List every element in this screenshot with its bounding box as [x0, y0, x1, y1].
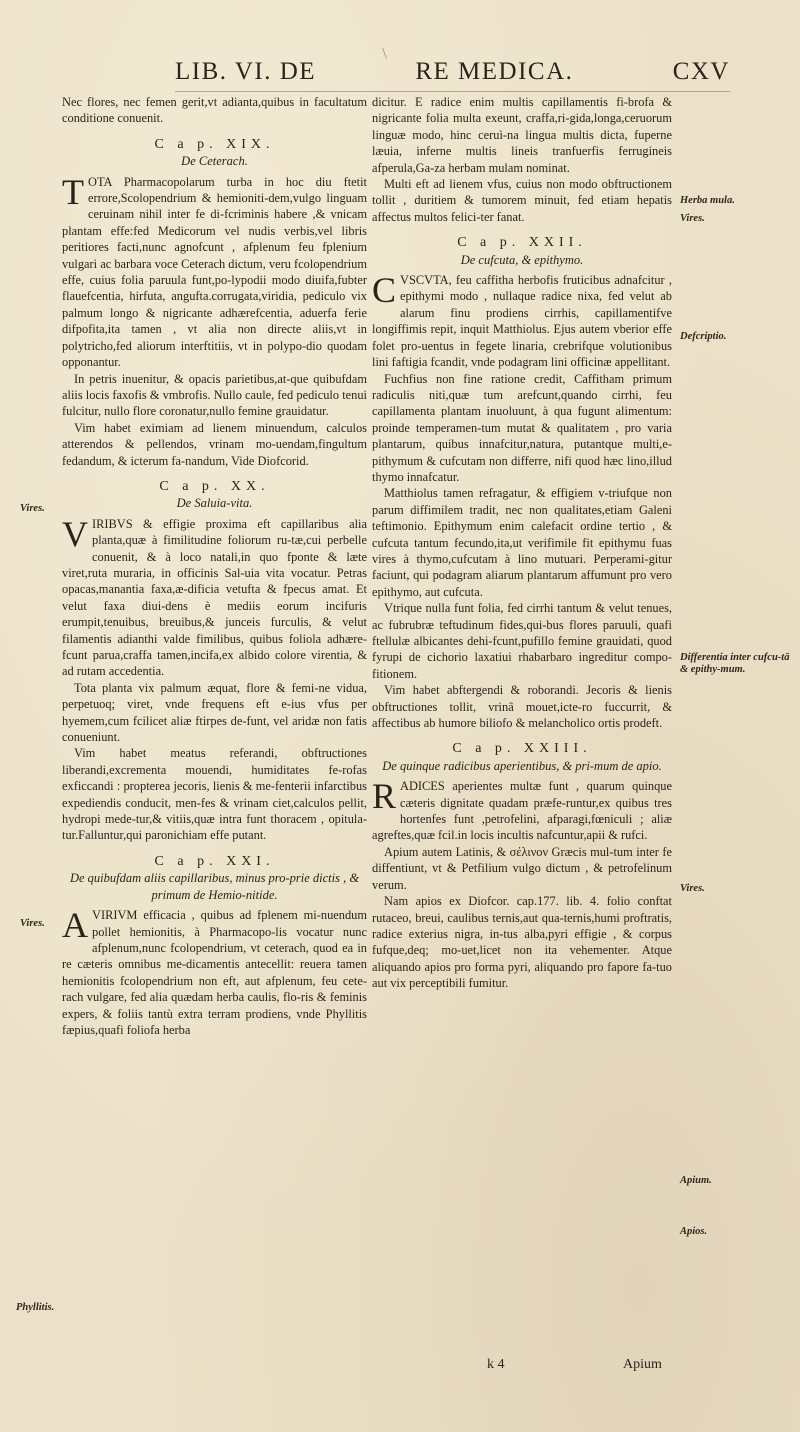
paragraph: RADICES aperientes multæ funt , quarum quinque cæteris dignitate quadam præfe-runtur,ex quibus tres hortenfes funt ,petrofelini, afparagi,fœniculi ; aliæ agreftes,quæ fcil.in locis incultis nafcuntur,apii & rufci. [372, 776, 672, 843]
paragraph: Fuchfius non fine ratione credit, Caffitham primum radiculis niti,quæ tum arefcunt,quando cirrhi, feu capillamenta plantam inuoluunt, à qua fugunt alimentum: proinde temperamen-tum mutat & qualitatem , pro varia plantarum, quibus innafcitur,natura, putantque multi,e-pithymum & cufcutam non differre, nifi quod hæc lino,illud thymo innafcatur. [372, 371, 672, 484]
paragraph: TOTA Pharmacopolarum turba in hoc diu ftetit errore,Scolopendrium & hemioniti-dem,vulgo linguam ceruinam nihil inter fe di-fcriminis habere ,& vnicam plantam effe:fed Medicorum vel nudis verbis,vel libris peritiores facti,nunc agnofcunt , afplenum feu fplenium vulgari ac barbara voce Ceterach dictum, veru fcolopendrium effe, cuius folia paruula funt,po-lypodii modo diuifa,fubter flauefcentia, hirfuta, angufta.corrugata,viridia, pediculo vix palmum longo & nigricante adhærefcentia, aduerfa ferie difpofita,ita tamen , vt alia non directe aliis,vt in polytricho,fed aliorum interftitiis, vt in polypo-dio quodam opponantur. [62, 171, 367, 370]
chapter-title-23: De quinque radicibus aperientibus, & pri-mum de apio. [382, 758, 662, 773]
intro-paragraph: Nec flores, nec femen gerit,vt adianta,quibus in facultatum conditione conuenit. [62, 95, 367, 126]
left-column [62, 94, 367, 1354]
paragraph: Apium autem Latinis, & σέλινον Græcis mul-tum inter fe diffentiunt, vt & Petfilium vulgo dictum , & petrofelinum verum. [372, 844, 672, 892]
header-left: LIB. VI. DE [175, 58, 317, 85]
paragraph: In petris inuenitur, & opacis parietibus,at-que quibufdam aliis locis faxofis & vmbrofis. Nullo caule, fed pediculo tenui fulcitur, nullo flore coronatur,nullo femine grauidatur. [62, 371, 367, 419]
margin-note-differentia: Differentia inter cufcu-tā & epithy-mum. [680, 652, 790, 675]
signature-mark: k 4 [487, 1357, 505, 1372]
paragraph: dicitur. E radice enim multis capillamentis fi-brofa & nigricante folia multa exeunt, craffa,ri-gida,longa,ceruorum linguæ modo, hinc ceruì-na lingua multis dicta, fuperne læuia, inferne multis lineis tranfuerfis ferrugineis afperula,Ga-za herbam mulam nominat. [372, 95, 672, 175]
paragraph: Nam apios ex Diofcor. cap.177. lib. 4. folio conftat rutaceo, breui, caulibus ternis,aut qua-ternis,humi proftratis, radice exterius nigra, in-tus alba,pyri effigie , & corpus fufque,deq; mo-uet,licet non ita vehementer. Atque aliquando apios pro forma pyri, aliquando pro fapore fa-tuo aut vix perceptibili fumitur. [372, 894, 672, 991]
drop-cap: T [62, 171, 84, 212]
right-column [372, 94, 672, 1354]
margin-note-descriptio: Defcriptio. [680, 331, 727, 342]
chapter-title-21: De quibufdam aliis capillaribus, minus pro-prie dictis , & primum de Hemio-nitide. [69, 871, 360, 902]
chapter-heading-23: C a p. XXIII. [452, 741, 592, 757]
paragraph: CVSCVTA, feu caffitha herbofis fruticibus adnafcitur , epithymi modo , nullaque radice nixa, fed velut ab alarum finu prodiens cirrhis, capillamentifve longiffimis repit, inquit Matthiolus. Ejus autem vberior effe folet pro-uentus in fegete linaria, crebrifque volutionibus lini faftigia fcandit, vnde podagram lini officinæ appellitant. [372, 270, 672, 370]
paragraph: Vim habet meatus referandi, obftructiones liberandi,excrementa mouendi, humiditates fe-rofas exficcandi : propterea jecoris, lienis & me-fenterii infarctibus expediendis conducit, men-fes & vrinam ciet,calculos pellit, hydropi mede-tur,& vitiis,quæ intra funt thoracem , opitula-tur.Falluntur,qui paronichiam effe putant. [62, 746, 367, 843]
margin-note-vires: Vires. [680, 883, 705, 894]
chapter-heading-19: C a p. XIX. [154, 136, 275, 152]
chapter-title-20: De Saluia-vita. [176, 496, 253, 511]
catchword: Apium [623, 1357, 662, 1372]
drop-cap: V [62, 513, 88, 554]
chapter-heading-20: C a p. XX. [159, 478, 270, 494]
paragraph: VIRIBVS & effigie proxima eft capillaribus alia planta,quæ à fimilitudine foliorum ru-tæ,cui perbelle conuenit, & à loco natali,in quo fponte & læte viret,ruta muraria, in officinis Sal-uia vita vocatur. Petras opacas,manantia faxa,æ-dificia vetufta & fpecus amat. Et velut faxa diui-dens è mediis eorum incifuris erumpit,tenuibus, breuibus,& junceis furculis, & velut filamentis adianthi valde fimilibus, quibus foliola adhære-fcunt parua,craffa tamen,incifa,ex albido colore virentia, & ad rutam accedentia. [62, 513, 367, 679]
drop-cap: C [372, 270, 397, 311]
chapter-heading-22: C a p. XXII. [457, 235, 587, 251]
paragraph: Multi eft ad lienem vfus, cuius non modo obftructionem tollit , duritiem & tumorem minuit, fed etiam hepatis affectus multos felici-ter fanat. [372, 177, 672, 224]
chapter-title-19: De Ceterach. [181, 154, 248, 169]
margin-note-phyllitis: Phyllitis. [16, 1302, 55, 1313]
header-rule [175, 91, 730, 92]
margin-note-vires: Vires. [20, 918, 45, 929]
margin-note-vires: Vires. [20, 503, 45, 514]
chapter-heading-21: C a p. XXI. [154, 853, 275, 869]
paragraph: Tota planta vix palmum æquat, flore & femi-ne vidua, perpetuoq; viret, vnde frequens eft e-ius vfus per hyemem,cum fcilicet aliæ ftirpes de-funt, vel aridæ non fatis conueniunt. [62, 680, 367, 745]
paragraph: Vim habet eximiam ad lienem minuendum, calculos atterendos & pellendos, vrinam mo-uendam,fingultum fedandum, & icterum fa-nandum, Vide Diofcorid. [62, 420, 367, 468]
paragraph: Vtrique nulla funt folia, fed cirrhi tantum & velut tenues, ac fubrubræ teftudinum fides,qui-bus flores paruuli, quafi ftellulæ albicantes dehi-fcunt,pufillo femine grauidati, quod fyrupi de cichorio laxatiui rhabarbaro ingreditur compo-fitionem. [372, 601, 672, 681]
margin-note-apium: Apium. [680, 1175, 712, 1186]
running-header [175, 58, 730, 90]
margin-note-apios: Apios. [680, 1226, 708, 1237]
drop-cap: A [62, 905, 88, 946]
paragraph: AVIRIVM efficacia , quibus ad fplenem mi-nuendum pollet hemionitis, à Pharmacopo-lis vocatur nunc afplenum,nunc fcolopendrium, vt ceterach, quod ea in re cæteris omnibus me-dicamentis antecellit: reuera tamen hemionitis fcolopendrium non eft, aut afplenum, feu cete-rach vulgare, fed alia quædam herba caulis, flo-ris & feminis expers, & foliis tantù extra terram prodiens, vnde Phyllitis fæpius,quafi foliofa herba [62, 905, 367, 1037]
paragraph: Vim habet abftergendi & roborandi. Jecoris & lienis obftructiones tollit, vrinâ mouet,icte-ro fuccurrit, & affectibus ab humore biliofo & melancholico ortis prodeft. [372, 683, 672, 731]
margin-note-vires: Vires. [680, 213, 705, 224]
drop-cap: R [372, 776, 397, 817]
page-number: CXV [672, 58, 730, 85]
margin-note-herba-mula: Herba mula. [680, 195, 735, 206]
header-center: RE MEDICA. [415, 58, 574, 85]
chapter-title-22: De cufcuta, & epithymo. [460, 252, 584, 267]
page-footer [487, 1357, 797, 1373]
paragraph: Matthiolus tamen refragatur, & effigiem v-triufque non parum diffimilem tradit, nec non qualitates,etiam Galeni teftimonio. Epithymum enim calefacit ordine tertio , & cufcuta tantum fecundo,ita,ut verifimile fit epithymu fuas vires à thymo,cufcutam à lino mutuari. Perperami-gitur faciunt, qui podagram aliarum plantarum affumunt pro vero epithymo, aut cufcuta. [372, 486, 672, 599]
